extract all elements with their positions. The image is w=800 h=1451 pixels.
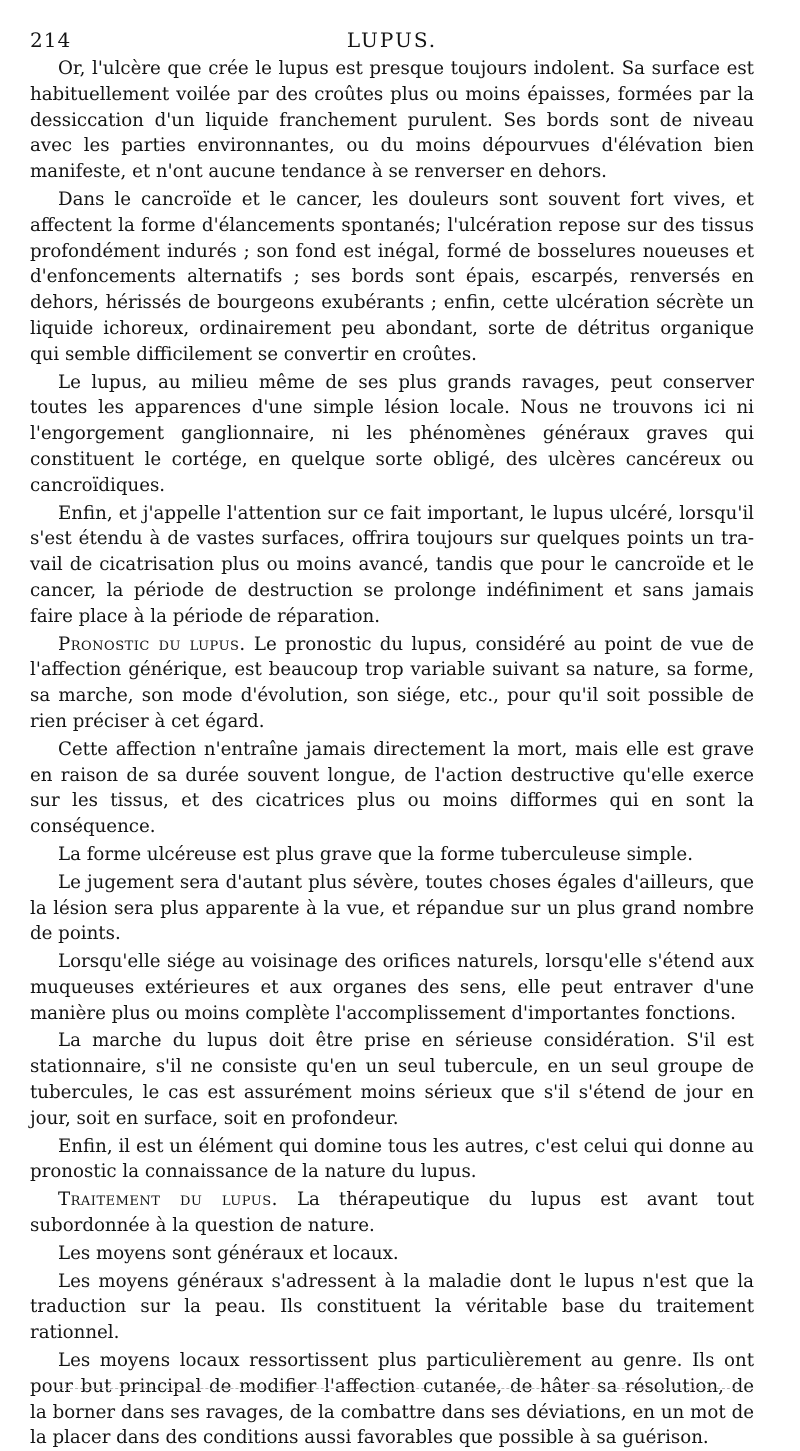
paragraph: Enfin, il est un élément qui domine tous les autres, c'est celui qui donne au pronostic la connaissance de la nature du lupus.	[30, 1135, 754, 1183]
footer-rule	[60, 1388, 740, 1389]
paragraph: Les moyens généraux s'adressent à la maladie dont le lupus n'est que la traduction sur la peau. Ils constituent la véritable base du traitement rationnel.	[30, 1270, 754, 1344]
paragraph: Les moyens locaux ressortissent plus particulièrement au genre. Ils ont pour but principal de modifier l'affection cutanée, de hâter sa résolution, de la borner dans ses ravages, de la combattre dans ses déviations, en un mot de la placer dans des conditions aussi favorables que possible à sa guérison.	[30, 1350, 754, 1449]
running-title: LUPUS.	[346, 28, 438, 52]
page-number: 214	[30, 28, 72, 52]
paragraph: Dans le cancroïde et le cancer, les douleurs sont souvent fort vives, et affectent la forme d'élancements spontanés; l'ulcération repose sur des tissus profondément indurés ; son fond est inégal, formé de bosselures noueuses et d'enfoncements alternatifs ; ses bords sont épais, escarpés, renversés en dehors, hérissés de bourgeons exubérants ; enfin, cette ulcération sécrète un liquide ichoreux, ordinairement peu abondant, sorte de détritus organique qui semble difficilement se convertir en croûtes.	[30, 188, 754, 365]
paragraph: Lorsqu'elle siége au voisinage des orifices naturels, lorsqu'elle s'étend aux muqueuses extérieures et aux organes des sens, elle peut entraver d'une manière plus ou moins complète l'accomplissement d'importantes fonctions.	[30, 951, 754, 1024]
paragraph: La marche du lupus doit être prise en sérieuse considération. S'il est stationnaire, s'il ne consiste qu'en un seul tubercule, en un seul groupe de tubercules, le cas est assurément moins sérieux que s'il s'étend de jour en jour, soit en surface, soit en profondeur.	[30, 1030, 754, 1129]
paragraph: Le lupus, au milieu même de ses plus grands ravages, peut conserver toutes les apparences d'une simple lésion locale. Nous ne trouvons ici ni l'engorgement ganglionnaire, ni les phénomènes généraux graves qui constituent le cortége, en quelque sorte obligé, des ulcères cancéreux ou cancroïdiques.	[30, 371, 754, 496]
body-text	[30, 56, 754, 1451]
paragraph: Or, l'ulcère que crée le lupus est presque toujours indolent. Sa surface est habituellement voilée par des croûtes plus ou moins épaisses, formées par la dessiccation d'un liquide franchement purulent. Ses bords sont de niveau avec les parties environnantes, ou du moins dépourvues d'élévation bien manifeste, et n'ont aucune tendance à se renverser en dehors.	[30, 58, 754, 183]
section-heading-prognosis: Pronostic du lupus.	[58, 633, 246, 655]
paragraph: La forme ulcéreuse est plus grave que la forme tuberculeuse simple.	[58, 843, 693, 865]
paragraph-treatment: Traitement du lupus. La thérapeutique du lupus est avant tout subordonnée à la question de nature.	[30, 1189, 754, 1237]
paragraph: Cette affection n'entraîne jamais directement la mort, mais elle est grave en raison de sa durée souvent longue, de l'action destructive qu'elle exerce sur les tissus, et des cicatrices plus ou moins difformes qui en sont la conséquence.	[30, 738, 754, 838]
page-header	[30, 26, 754, 56]
paragraph: Enfin, et j'appelle l'attention sur ce fait important, le lupus ulcéré, lorsqu'il s'est étendu à de vastes surfaces, offrira toujours sur quelques points un travail de cicatrisation plus ou moins avancé, tandis que pour le cancroïde et le cancer, la période de destruction se prolonge indéfiniment et sans jamais faire place à la période de réparation.	[30, 502, 754, 627]
paragraph: Le jugement sera d'autant plus sévère, toutes choses égales d'ailleurs, que la lésion sera plus apparente à la vue, et répandue sur un plus grand nombre de points.	[30, 871, 754, 945]
section-heading-treatment: Traitement du lupus.	[58, 1189, 278, 1211]
paragraph-prognosis: Pronostic du lupus. Le pronostic du lupus, considéré au point de vue de l'affection générique, est beaucoup trop variable suivant sa nature, sa forme, sa marche, son mode d'évolution, son siége, etc., pour qu'il soit possible de rien préciser à cet égard.	[30, 633, 754, 732]
paragraph: Les moyens sont généraux et locaux.	[58, 1242, 399, 1264]
